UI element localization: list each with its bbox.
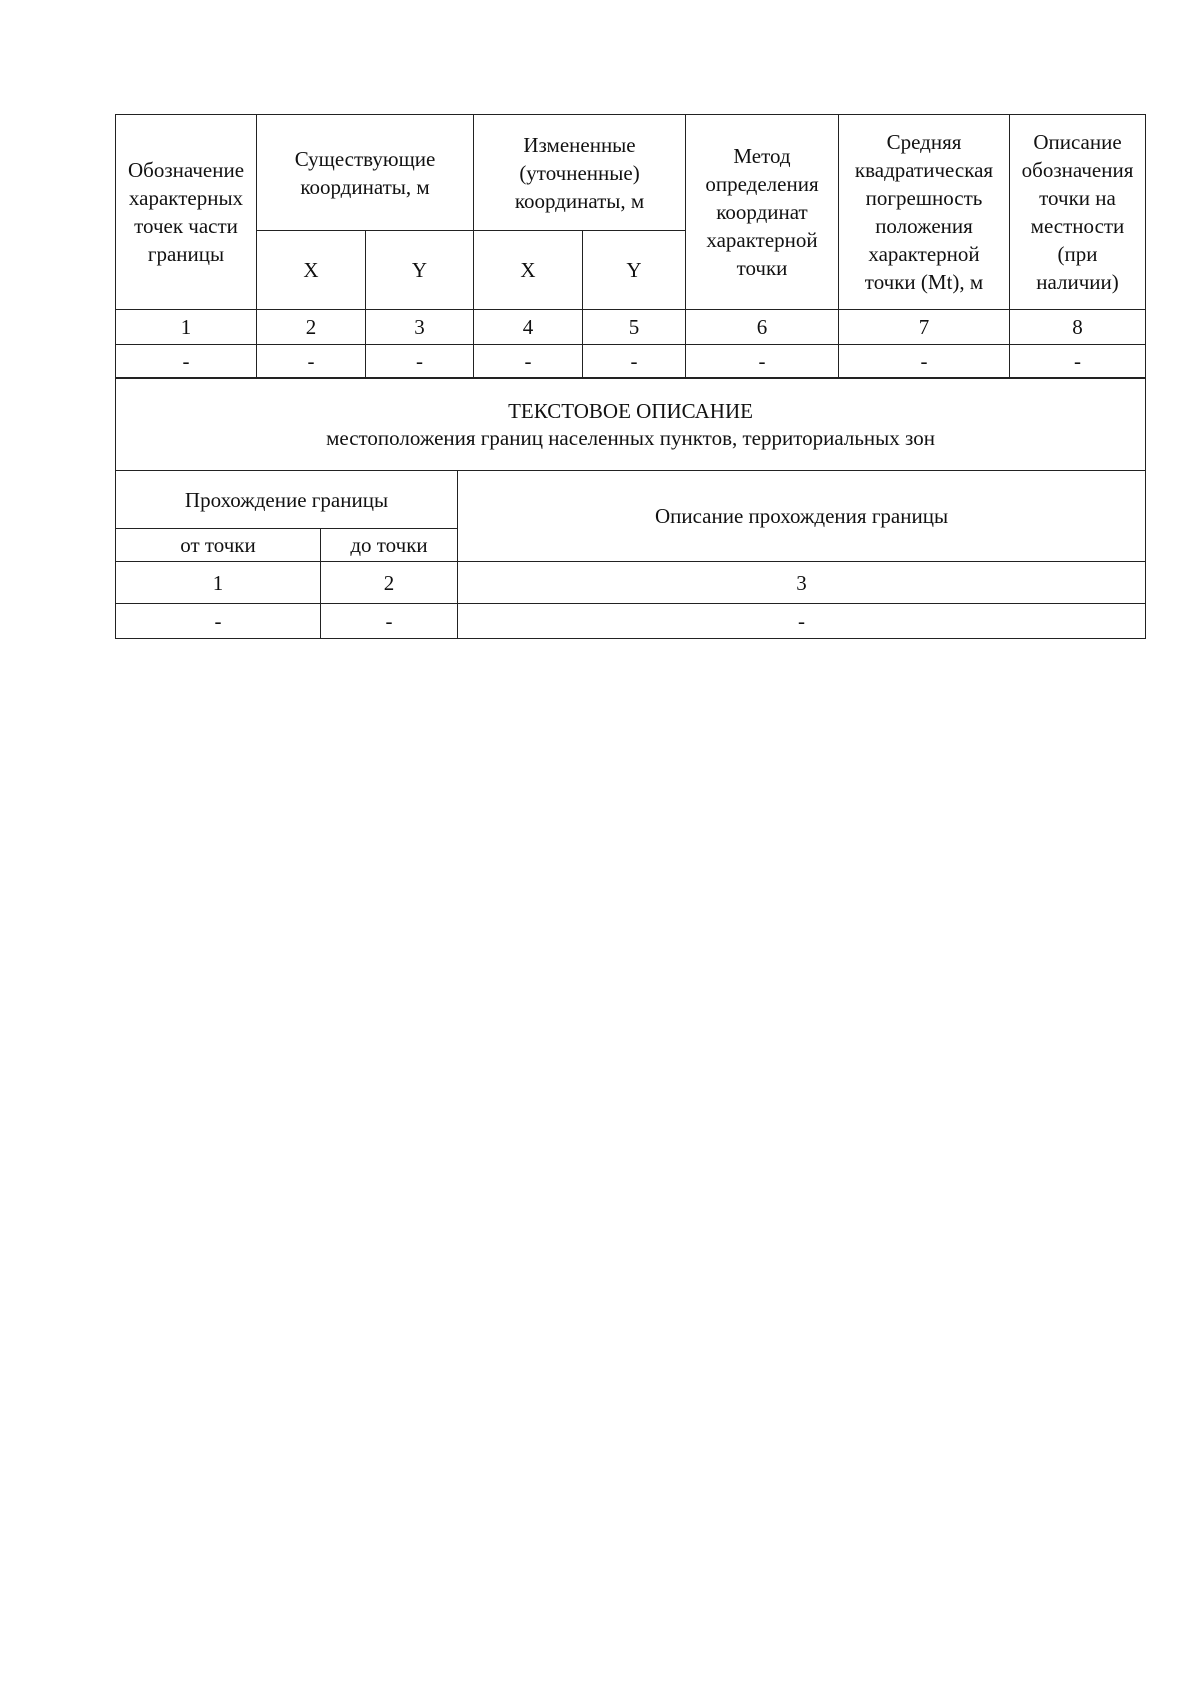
column-number: 4 — [474, 310, 583, 345]
header-boundary-description: Описание прохождения границы — [458, 471, 1146, 562]
table-cell: - — [116, 345, 257, 378]
column-number: 6 — [686, 310, 839, 345]
header-changed-x: X — [474, 231, 583, 310]
header-existing-coordinates: Существующие координаты, м — [257, 115, 474, 231]
table-cell: - — [116, 604, 321, 639]
boundary-description-table — [115, 378, 1146, 639]
column-number: 7 — [839, 310, 1010, 345]
column-number: 5 — [583, 310, 686, 345]
document-sheet — [115, 114, 1145, 639]
header-point-description: Описание обозначения точки на местности (при наличии) — [1010, 115, 1146, 310]
section-title: ТЕКСТОВОЕ ОПИСАНИЕ — [508, 398, 753, 423]
coordinates-table — [115, 114, 1146, 378]
header-point-designation: Обозначение характерных точек части границы — [116, 115, 257, 310]
header-existing-y: Y — [366, 231, 474, 310]
column-numbers-row — [116, 310, 1146, 345]
header-changed-coordinates: Измененные (уточненные) координаты, м — [474, 115, 686, 231]
header-mean-error: Средняя квадратическая погрешность положения характерной точки (Mt), м — [839, 115, 1010, 310]
table-cell: - — [458, 604, 1146, 639]
header-existing-x: X — [257, 231, 366, 310]
header-to-point: до точки — [321, 529, 458, 562]
table-cell: - — [474, 345, 583, 378]
column-number: 2 — [257, 310, 366, 345]
table-cell: - — [839, 345, 1010, 378]
column-number: 3 — [366, 310, 474, 345]
header-changed-y: Y — [583, 231, 686, 310]
section-subtitle: местоположения границ населенных пунктов, территориальных зон — [326, 425, 935, 450]
column-number: 2 — [321, 562, 458, 604]
header-boundary-passage: Прохождение границы — [116, 471, 458, 529]
table-row — [116, 604, 1146, 639]
column-number: 1 — [116, 562, 321, 604]
column-number: 3 — [458, 562, 1146, 604]
column-number: 1 — [116, 310, 257, 345]
table-cell: - — [1010, 345, 1146, 378]
table-cell: - — [583, 345, 686, 378]
column-number: 8 — [1010, 310, 1146, 345]
table-cell: - — [321, 604, 458, 639]
table-cell: - — [686, 345, 839, 378]
table-cell: - — [257, 345, 366, 378]
header-from-point: от точки — [116, 529, 321, 562]
header-method: Метод определения координат характерной точки — [686, 115, 839, 310]
table-row — [116, 345, 1146, 378]
column-numbers-row — [116, 562, 1146, 604]
text-description-section — [116, 379, 1146, 471]
table-cell: - — [366, 345, 474, 378]
